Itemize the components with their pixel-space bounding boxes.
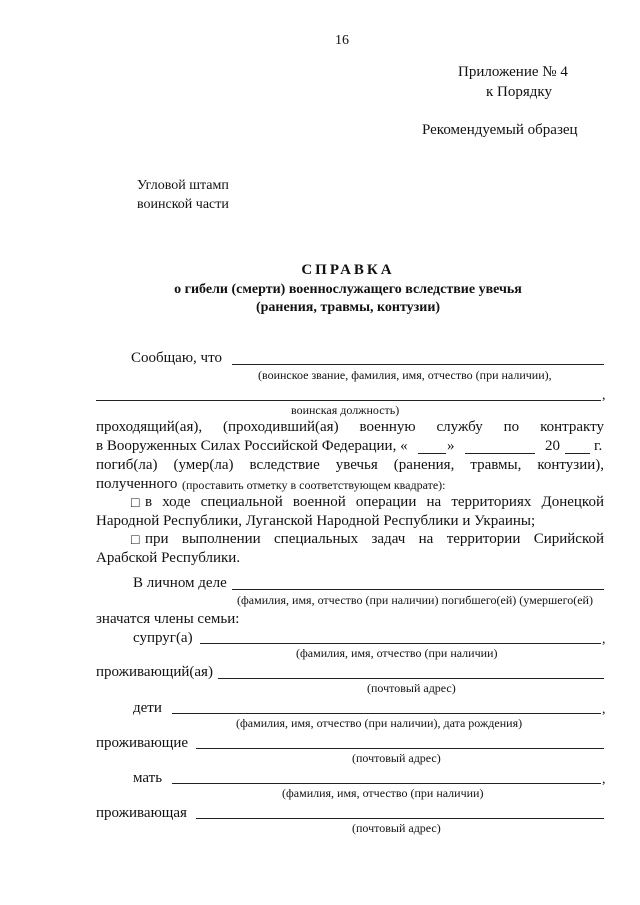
stamp-line-1: Угловой штамп	[137, 178, 229, 193]
rank-name-hint: (воинское звание, фамилия, имя, отчество (при наличии),	[258, 368, 552, 382]
document-subtitle-1: о гибели (смерти) военнослужащего вследствие увечья	[174, 282, 522, 297]
mother-name-hint: (фамилия, имя, отчество (при наличии)	[282, 786, 484, 800]
service-line-2-prefix: в Вооруженных Силах Российской Федерации, «	[96, 438, 408, 454]
spouse-comma: ,	[602, 632, 606, 647]
deceased-name-hint: (фамилия, имя, отчество (при наличии) погибшего(ей) (умершего(ей)	[237, 593, 593, 607]
received-prefix: полученного	[96, 476, 178, 492]
option-2-line-2: Арабской Республики.	[96, 550, 241, 566]
deceased-name-field[interactable]	[232, 589, 604, 590]
mother-comma: ,	[602, 772, 606, 787]
checkbox-option-2[interactable]: □	[131, 533, 140, 548]
personal-file-label: В личном деле	[133, 575, 227, 591]
document-title: СПРАВКА	[301, 262, 395, 278]
received-hint: (проставить отметку в соответствующем квадрате):	[182, 478, 446, 492]
died-line: погиб(ла) (умер(ла) вследствие увечья (ранения, травмы, контузии),	[96, 457, 604, 473]
day-field[interactable]	[418, 453, 446, 454]
quote-close: »	[447, 438, 455, 454]
option-1-line-2: Народной Республики, Луганской Народной Республики и Украины;	[96, 513, 536, 529]
year-field[interactable]	[565, 453, 590, 454]
position-field[interactable]	[96, 400, 601, 401]
document-subtitle-2: (ранения, травмы, контузии)	[255, 300, 441, 315]
service-line-1: проходящий(ая), (проходивший(ая) военную службу по контракту	[96, 419, 604, 435]
spouse-address-hint: (почтовый адрес)	[367, 681, 456, 695]
option-1-line-1: в ходе специальной военной операции на территориях Донецкой	[145, 494, 604, 510]
position-hint: воинская должность)	[291, 403, 400, 417]
sample-label: Рекомендуемый образец	[422, 122, 578, 138]
spouse-label: супруг(а)	[133, 630, 193, 646]
to-order-label: к Порядку	[486, 84, 552, 100]
year-prefix: 20	[545, 438, 560, 454]
children-label: дети	[133, 700, 162, 716]
inform-label: Сообщаю, что	[131, 350, 222, 366]
stamp-line-2: воинской части	[137, 197, 229, 212]
year-suffix: г.	[594, 438, 603, 454]
month-field[interactable]	[465, 453, 535, 454]
option-2-line-1: при выполнении специальных задач на территории Сирийской	[145, 531, 604, 547]
position-comma: ,	[602, 388, 606, 403]
children-comma: ,	[602, 702, 606, 717]
residing-label: проживающий(ая)	[96, 664, 213, 680]
checkbox-option-1[interactable]: □	[131, 496, 140, 511]
mother-address-hint: (почтовый адрес)	[352, 821, 441, 835]
spouse-address-field[interactable]	[218, 678, 604, 679]
mother-label: мать	[133, 770, 163, 786]
children-address-field[interactable]	[196, 748, 604, 749]
family-members-label: значатся члены семьи:	[96, 611, 240, 627]
residing-fem-label: проживающая	[96, 805, 187, 821]
residing-plural-label: проживающие	[96, 735, 189, 751]
children-field[interactable]	[172, 713, 601, 714]
mother-name-field[interactable]	[172, 783, 601, 784]
mother-address-field[interactable]	[196, 818, 604, 819]
children-hint: (фамилия, имя, отчество (при наличии), дата рождения)	[236, 716, 523, 730]
appendix-label: Приложение № 4	[458, 64, 568, 80]
page-number: 16	[335, 33, 349, 48]
rank-name-field[interactable]	[232, 364, 604, 365]
spouse-name-field[interactable]	[200, 643, 601, 644]
children-address-hint: (почтовый адрес)	[352, 751, 441, 765]
spouse-name-hint: (фамилия, имя, отчество (при наличии)	[296, 646, 498, 660]
